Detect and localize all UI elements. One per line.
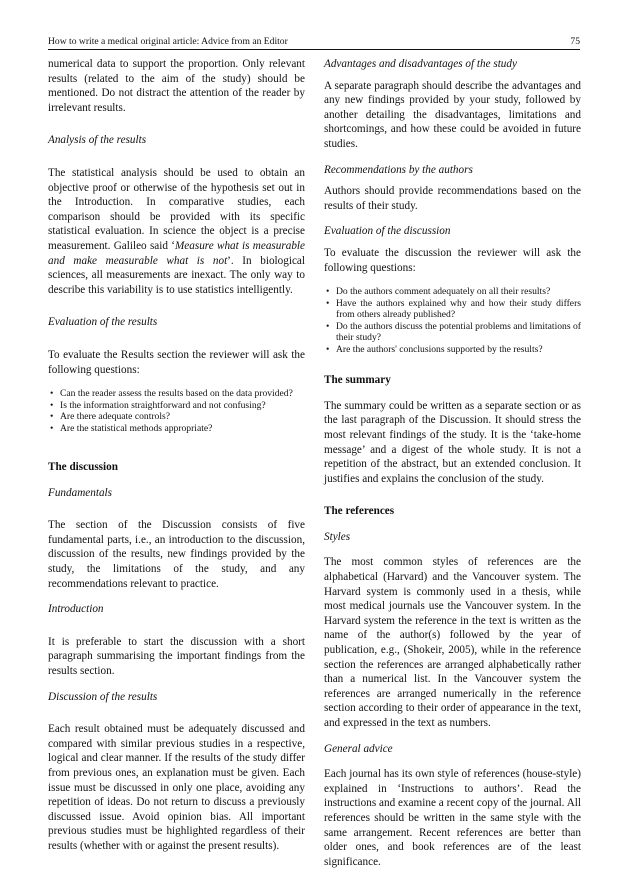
right-column	[324, 57, 581, 869]
bullet-icon: •	[326, 286, 330, 298]
left-column	[48, 57, 305, 854]
subheading-recommendations: Recommendations by the authors	[324, 163, 473, 176]
paragraph-intro-continuation: numerical data to support the proportion. Only relevant results (related to the aim of the study) should be mentioned. Do not distract the attention of the reader by irrelevant results.	[48, 58, 305, 114]
subheading-styles: Styles	[324, 530, 351, 543]
header-rule	[48, 49, 580, 50]
section-heading-references: The references	[324, 505, 395, 518]
bullet-icon: •	[326, 343, 330, 355]
list-item: • Have the authors explained why and how their study differs from others already published?	[326, 297, 581, 321]
results-questions-list	[48, 388, 305, 434]
paragraph-evaluation-discussion: To evaluate the discussion the reviewer will ask the following questions:	[324, 246, 581, 274]
galileo-quote: Measure what is measurable and make measurable what is not	[48, 239, 305, 267]
paragraph-styles: The most common styles of references are the alphabetical (Harvard) and the Vancouver system. The Harvard system is commonly used in a thesis, while most medical journals use the Vancouver system. In the Harvard system the reference in the text is written as the name of the author(s) followed by the year of publication, e.g., (Shokeir, 2005), while in the reference section the references are arranged alphabetically rather than a numerical list. In the Vancouver system the references are arranged numerically in the reference section according to their order of appearance in the text, and expressed in the text as numbers.	[324, 556, 581, 729]
bullet-icon: •	[326, 320, 330, 332]
bullet-icon: •	[326, 297, 330, 309]
paragraph-evaluation-results: To evaluate the Results section the reviewer will ask the following questions:	[48, 348, 305, 376]
subheading-advantages: Advantages and disadvantages of the study	[324, 58, 517, 70]
list-item: • Do the authors comment adequately on all their results?	[326, 286, 551, 298]
list-item: • Do the authors discuss the potential problems and limitations of their study?	[326, 320, 581, 344]
list-item: • Can the reader assess the results based on the data provided?	[50, 388, 293, 400]
section-heading-summary: The summary	[324, 374, 391, 387]
paragraph-recommendations: Authors should provide recommendations based on the results of their study.	[324, 185, 581, 212]
subheading-evaluation-of-results: Evaluation of the results	[48, 316, 158, 329]
subheading-discussion-of-results: Discussion of the results	[48, 690, 158, 703]
list-item: • Are the authors' conclusions supported by the results?	[326, 343, 543, 355]
list-item: • Is the information straightforward and not confusing?	[50, 399, 266, 411]
paragraph-analysis	[48, 166, 305, 297]
bullet-icon: •	[50, 388, 54, 400]
subheading-analysis-of-results: Analysis of the results	[48, 134, 147, 147]
paragraph-summary: The summary could be written as a separate section or as the last paragraph of the Discussion. It should stress the most relevant findings of the study. It is the ‘take-home message’ and a digest of the whole study. It is not a repetition of the abstract, but an extended conclusion. It justifies and explains the conclusion of the study.	[324, 399, 581, 485]
paragraph-introduction: It is preferable to start the discussion with a short paragraph summarising the important findings from the results section.	[48, 635, 305, 678]
bullet-icon: •	[50, 422, 54, 434]
bullet-icon: •	[50, 399, 54, 411]
running-header	[48, 33, 580, 47]
subheading-introduction: Introduction	[48, 603, 104, 616]
paragraph-general-advice: Each journal has its own style of references (house-style) explained in ‘Instructions to authors’. Read the instructions and examine a recent copy of the journal. All references should be written in the same style with the same arrangement. Recent references are better than older ones, and book references are of the least significance.	[324, 768, 581, 868]
running-title: How to write a medical original article: Advice from an Editor	[48, 36, 288, 47]
subheading-general-advice: General advice	[324, 742, 393, 755]
list-item: • Are the statistical methods appropriate?	[50, 422, 213, 434]
paragraph-discussion-of-results: Each result obtained must be adequately discussed and compared with similar previous studies in a respective, logical and clear manner. If the results of the study differ from previous ones, an explanation must be given. Each issue must be discussed in only one place, avoiding any repetition of ideas. Do not return to discuss a previously discussed issue. Avoid opinion bias. All important previous studies must be highlighted regardless of their results (whether with or against the present results).	[48, 723, 305, 852]
bullet-icon: •	[50, 411, 54, 423]
section-heading-discussion: The discussion	[48, 461, 118, 474]
paragraph-advantages: A separate paragraph should describe the advantages and any new findings provided by your study, followed by another detailing the disadvantages, limitations and shortcomings, and how these could be avoided in future studies.	[324, 79, 581, 150]
paragraph-fundamentals: The section of the Discussion consists of five fundamental parts, i.e., an introduction to the discussion, discussion of the results, new findings provided by the study, the limitations of the study, and any recommendations relevant to practice.	[48, 519, 305, 590]
subheading-evaluation-of-discussion: Evaluation of the discussion	[324, 225, 451, 238]
page-number: 75	[570, 36, 580, 47]
discussion-questions-list	[324, 286, 581, 355]
analysis-text-part1: The statistical analysis should be used to obtain an objective proof or otherwise of the hypothesis set out in the Introduction. In comparative studies, each comparison should be provided with its specific statistical evaluation. In science the object is a precise measurement. Galileo said ‘	[48, 166, 305, 252]
list-item: • Are there adequate controls?	[50, 411, 171, 423]
subheading-fundamentals: Fundamentals	[48, 486, 113, 499]
analysis-text-part2: ’. In biological sciences, all measurements are inexact. The only way to describe this variability is to use statistics intelligently.	[48, 254, 305, 296]
